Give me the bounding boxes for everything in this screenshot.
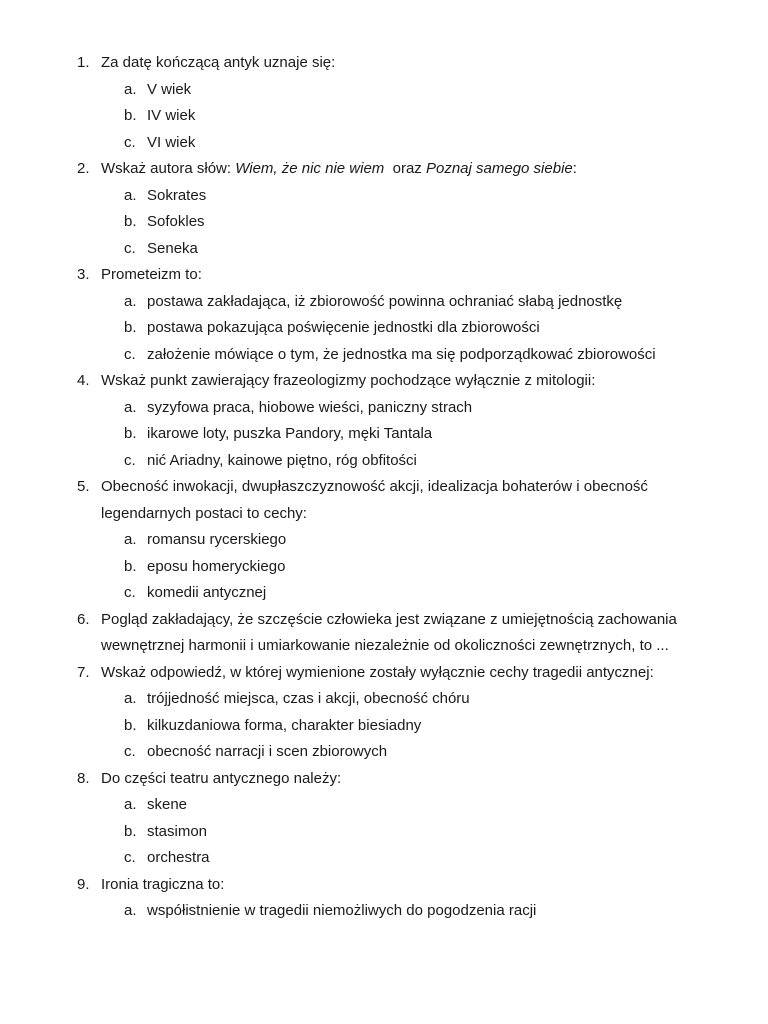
- question-number: 9.: [77, 875, 90, 893]
- question-text-prefix: Wskaż autora słów:: [101, 160, 236, 177]
- option: [0, 819, 768, 846]
- question-text: Prometeizm to:: [101, 266, 202, 283]
- option: [0, 898, 768, 925]
- option: [0, 686, 768, 713]
- question-number: 7.: [77, 663, 90, 681]
- option: [0, 315, 768, 342]
- option: [0, 395, 768, 422]
- question-text: Obecność inwokacji, dwupłaszczyznowość akcji, idealizacja bohaterów i obecność legendarnych postaci to cechy:: [101, 478, 648, 522]
- option-text: eposu homeryckiego: [147, 557, 286, 575]
- option-letter: c.: [124, 239, 136, 257]
- option: [0, 183, 768, 210]
- option-letter: a.: [124, 902, 137, 919]
- option: [0, 289, 768, 316]
- document-page: [0, 50, 768, 925]
- option-letter: b.: [124, 319, 137, 336]
- option-letter: a.: [124, 186, 137, 204]
- question-number: 2.: [77, 160, 90, 177]
- question-text: Do części teatru antycznego należy:: [101, 769, 342, 787]
- option-letter: c.: [124, 345, 136, 363]
- option-text: postawa pokazująca poświęcenie jednostki dla zbiorowości: [147, 319, 540, 336]
- option-letter: b.: [124, 822, 137, 840]
- option: [0, 554, 768, 581]
- option-letter: b.: [124, 107, 137, 124]
- option-text: postawa zakładająca, iż zbiorowość powinna ochraniać słabą jednostkę: [147, 292, 623, 310]
- option-text: syzyfowa praca, hiobowe wieści, paniczny strach: [147, 398, 473, 416]
- option-text: IV wiek: [147, 107, 196, 124]
- option-letter: a.: [124, 80, 137, 98]
- option-text: kilkuzdaniowa forma, charakter biesiadny: [147, 716, 422, 734]
- question-9: [0, 872, 768, 899]
- option-text: romansu rycerskiego: [147, 531, 287, 548]
- option-letter: c.: [124, 849, 136, 866]
- option-text: współistnienie w tragedii niemożliwych do pogodzenia racji: [147, 902, 537, 919]
- option-letter: a.: [124, 398, 137, 416]
- question-6: [0, 607, 768, 660]
- option: [0, 77, 768, 104]
- option-letter: b.: [124, 425, 137, 442]
- question-7: [0, 660, 768, 687]
- question-number: 3.: [77, 266, 90, 283]
- option: [0, 342, 768, 369]
- question-number: 6.: [77, 610, 90, 628]
- option-letter: c.: [124, 584, 136, 601]
- option-text: orchestra: [147, 849, 210, 866]
- option-text: Sokrates: [147, 186, 207, 204]
- option-text: obecność narracji i scen zbiorowych: [147, 743, 388, 760]
- option-text: VI wiek: [147, 133, 196, 151]
- question-number: 5.: [77, 478, 90, 495]
- option-letter: a.: [124, 796, 137, 813]
- option-letter: a.: [124, 690, 137, 707]
- option-letter: a.: [124, 292, 137, 310]
- option: [0, 103, 768, 130]
- option-text: V wiek: [147, 80, 192, 98]
- question-text: Za datę kończącą antyk uznaje się:: [101, 54, 336, 71]
- option: [0, 580, 768, 607]
- question-8: [0, 766, 768, 793]
- option: [0, 209, 768, 236]
- question-text: Wskaż odpowiedź, w której wymienione zostały wyłącznie cechy tragedii antycznej:: [101, 663, 654, 681]
- question-text-suffix: :: [572, 160, 577, 177]
- option-letter: b.: [124, 213, 137, 230]
- option: [0, 448, 768, 475]
- option-text: Seneka: [147, 239, 198, 257]
- option-text: nić Ariadny, kainowe piętno, róg obfitości: [147, 451, 417, 469]
- question-text: Ironia tragiczna to:: [101, 875, 225, 893]
- option-text: założenie mówiące o tym, że jednostka ma się podporządkować zbiorowości: [147, 345, 656, 363]
- option: [0, 421, 768, 448]
- option: [0, 236, 768, 263]
- option: [0, 792, 768, 819]
- option-letter: c.: [124, 451, 136, 469]
- option-text: Sofokles: [147, 213, 205, 230]
- question-3: [0, 262, 768, 289]
- option-letter: a.: [124, 531, 137, 548]
- option: [0, 739, 768, 766]
- question-text: Pogląd zakładający, że szczęście człowieka jest związane z umiejętnością zachowania wewnętrznej harmonii i umiarkowanie niezależnie od okoliczności zewnętrznych, to ...: [101, 610, 677, 654]
- question-quote: Wiem, że nic nie wiem: [235, 160, 385, 177]
- option-letter: b.: [124, 716, 137, 734]
- question-5: [0, 474, 768, 527]
- option-text: skene: [147, 796, 188, 813]
- question-number: 8.: [77, 769, 90, 787]
- question-2: [0, 156, 768, 183]
- option: [0, 130, 768, 157]
- option: [0, 527, 768, 554]
- question-1: [0, 50, 768, 77]
- question-text-middle: oraz: [384, 160, 426, 177]
- option-text: ikarowe loty, puszka Pandory, męki Tantala: [147, 425, 433, 442]
- question-text: Wskaż punkt zawierający frazeologizmy pochodzące wyłącznie z mitologii:: [101, 372, 596, 389]
- option: [0, 713, 768, 740]
- option-letter: b.: [124, 557, 137, 575]
- option-letter: c.: [124, 743, 136, 760]
- option-letter: c.: [124, 133, 136, 151]
- question-number: 4.: [77, 372, 90, 389]
- question-number: 1.: [77, 54, 90, 71]
- option-text: trójjedność miejsca, czas i akcji, obecność chóru: [147, 690, 470, 707]
- question-quote: Poznaj samego siebie: [425, 160, 573, 177]
- option: [0, 845, 768, 872]
- option-text: stasimon: [147, 822, 208, 840]
- question-4: [0, 368, 768, 395]
- option-text: komedii antycznej: [147, 584, 267, 601]
